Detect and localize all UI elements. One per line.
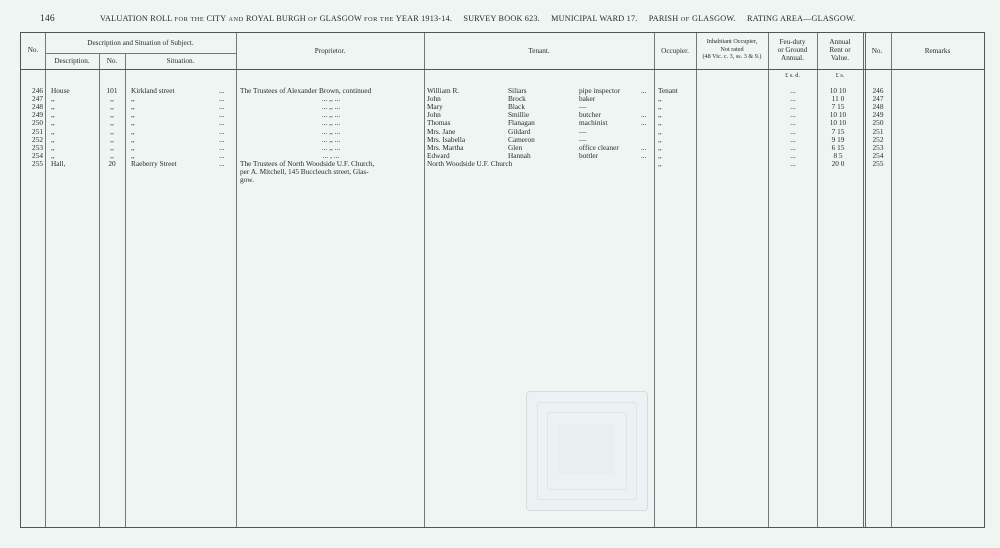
row-situation: ,, xyxy=(131,110,135,120)
header-feu-duty: Feu-duty or Ground Annual. xyxy=(777,38,808,62)
header-tenant: Tenant. xyxy=(528,47,550,55)
row-occupier: ,, xyxy=(658,94,662,104)
row-situation-dots: ... xyxy=(219,134,225,144)
row-situation: ,, xyxy=(131,134,135,144)
row-feu-duty: ... xyxy=(790,110,796,120)
row-house-no: ,, xyxy=(110,110,114,120)
row-tenant-first-name: North Woodside U.F. Church xyxy=(427,158,513,168)
header-description: Description. xyxy=(54,57,90,65)
header-rule xyxy=(45,53,236,54)
row-no-right: 254 xyxy=(872,150,884,160)
row-annual-rent: 8 5 xyxy=(833,150,843,160)
row-tenant-surname: Glen xyxy=(508,142,523,152)
row-proprietor: ... ,, ... xyxy=(321,142,341,152)
row-occupier: ,, xyxy=(658,158,662,168)
row-proprietor: ... ,, ... xyxy=(321,102,341,112)
row-house-no: ,, xyxy=(110,118,114,128)
column-rule xyxy=(696,33,697,527)
row-no: 255 xyxy=(32,158,43,168)
row-no: 249 xyxy=(32,110,43,120)
row-house-no: ,, xyxy=(110,150,114,160)
row-occupier: ,, xyxy=(658,142,662,152)
row-annual-rent: 10 10 xyxy=(829,118,847,128)
row-situation-dots: ... xyxy=(219,86,225,95)
row-no-right: 250 xyxy=(872,118,884,128)
row-tenant-first-name: Edward xyxy=(427,150,450,160)
row-occupier: ,, xyxy=(658,134,662,144)
column-rule xyxy=(45,33,46,527)
row-occupation: pipe inspector xyxy=(579,86,621,95)
annual-currency-units: £ s. xyxy=(835,72,845,79)
page-title: VALUATION ROLL FOR THE CITY AND ROYAL BURGH OF GLASGOW FOR THE YEAR 1913-14. SURVEY BOOK 623. MUNICIPAL WARD 17. PARISH OF GLASGOW. RATING AREA—GLASGOW. xyxy=(100,14,856,23)
row-no: 251 xyxy=(32,126,43,136)
header-situation: Situation. xyxy=(166,57,195,65)
row-description: ,, xyxy=(51,102,55,112)
row-occupier: ,, xyxy=(658,110,662,120)
row-occupation-dots: ... xyxy=(641,142,647,152)
valuation-table xyxy=(20,32,985,528)
row-feu-duty: ... xyxy=(790,158,796,168)
row-situation-dots: ... xyxy=(219,94,225,104)
row-situation: Raeberry Street xyxy=(131,158,177,168)
row-house-no: ,, xyxy=(110,142,114,152)
row-tenant-surname: Cameron xyxy=(508,134,535,144)
row-proprietor: ... ,, ... xyxy=(321,134,341,144)
row-annual-rent: 6 15 xyxy=(831,142,845,152)
row-feu-duty: ... xyxy=(790,118,796,128)
row-feu-duty: ... xyxy=(790,86,796,95)
row-no-right: 255 xyxy=(872,158,884,168)
header-no: No. xyxy=(27,46,39,54)
row-situation-dots: ... xyxy=(219,118,225,128)
row-feu-duty: ... xyxy=(790,126,796,136)
row-occupier: ,, xyxy=(658,102,662,112)
row-no-right: 253 xyxy=(872,142,884,152)
row-situation: ,, xyxy=(131,126,135,136)
row-annual-rent: 10 10 xyxy=(829,110,847,120)
row-occupier: ,, xyxy=(658,126,662,136)
header-annual-rent: Annual Rent or Value. xyxy=(829,38,851,62)
row-no: 248 xyxy=(32,102,43,112)
column-rule xyxy=(817,33,818,527)
row-proprietor: ... ,, ... xyxy=(321,110,341,120)
row-occupation: — xyxy=(579,102,587,112)
row-annual-rent: 7 15 xyxy=(831,126,845,136)
row-feu-duty: ... xyxy=(790,150,796,160)
row-tenant-surname: Hannah xyxy=(508,150,531,160)
header-bottom-rule xyxy=(21,69,984,70)
header-inhabitant-occupier: Inhabitant Occupier, Not rated (48 Vic. c. 3, ss. 3 & 9.) xyxy=(702,38,762,60)
row-proprietor: ... , ... xyxy=(322,150,340,160)
row-no: 246 xyxy=(32,86,43,95)
row-tenant-first-name: Thomas xyxy=(427,118,451,128)
row-feu-duty: ... xyxy=(790,142,796,152)
row-proprietor: ... ,, ... xyxy=(321,126,341,136)
row-situation-dots: ... xyxy=(219,142,225,152)
row-description: ,, xyxy=(51,150,55,160)
row-no-right: 252 xyxy=(872,134,884,144)
header-remarks: Remarks xyxy=(924,47,951,55)
row-house-no: ,, xyxy=(110,126,114,136)
row-annual-rent: 10 10 xyxy=(829,86,847,95)
row-occupation: — xyxy=(579,134,587,144)
row-no: 247 xyxy=(32,94,43,104)
row-proprietor: The Trustees of Alexander Brown, continued xyxy=(240,86,372,95)
row-annual-rent: 20 0 xyxy=(831,158,845,168)
row-proprietor-continued: per A. Mitchell, 145 Buccleuch street, Glas- xyxy=(240,167,369,176)
row-feu-duty: ... xyxy=(790,94,796,104)
row-occupation: — xyxy=(579,126,587,136)
row-no: 250 xyxy=(32,118,43,128)
row-description: ,, xyxy=(51,118,55,128)
row-tenant-first-name: Mrs. Jane xyxy=(427,126,456,136)
row-situation-dots: ... xyxy=(219,150,225,160)
row-annual-rent: 9 19 xyxy=(831,134,845,144)
row-house-no: ,, xyxy=(110,134,114,144)
header-proprietor: Proprietor. xyxy=(314,47,346,55)
row-occupation-dots: ... xyxy=(641,86,647,95)
row-occupation-dots: ... xyxy=(641,110,647,120)
row-no-right: 246 xyxy=(872,86,884,95)
row-tenant-surname: Black xyxy=(508,102,526,112)
row-situation: ,, xyxy=(131,102,135,112)
row-tenant-first-name: Mary xyxy=(427,102,443,112)
row-situation: ,, xyxy=(131,118,135,128)
column-rule xyxy=(654,33,655,527)
row-no: 254 xyxy=(32,150,43,160)
row-occupation: bottler xyxy=(579,150,599,160)
row-occupation: butcher xyxy=(579,110,601,120)
row-tenant-surname: Siliars xyxy=(508,86,527,95)
row-situation-dots: ... xyxy=(219,110,225,120)
row-tenant-surname: Brock xyxy=(508,94,526,104)
column-rule xyxy=(424,33,425,527)
row-tenant-surname: Smillie xyxy=(508,110,530,120)
row-tenant-surname: Gildard xyxy=(508,126,531,136)
row-tenant-first-name: Mrs. Martha xyxy=(427,142,464,152)
row-occupation: office cleaner xyxy=(579,142,619,152)
page-number: 146 xyxy=(40,14,55,24)
row-situation: ,, xyxy=(131,150,135,160)
row-situation-dots: ... xyxy=(219,126,225,136)
row-situation-dots: ... xyxy=(219,102,225,112)
row-occupation-dots: ... xyxy=(641,118,647,128)
header-no-right: No. xyxy=(871,47,883,55)
row-tenant-first-name: John xyxy=(427,110,441,120)
row-description: House xyxy=(51,86,70,95)
row-proprietor-continued: gow. xyxy=(240,175,254,185)
row-annual-rent: 11 0 xyxy=(831,94,845,104)
header-description-group: Description and Situation of Subject. xyxy=(87,39,194,47)
row-occupier: ,, xyxy=(658,150,662,160)
column-rule xyxy=(236,33,237,527)
row-occupier: Tenant xyxy=(658,86,678,95)
feu-currency-units: £ s. d. xyxy=(785,72,800,79)
row-no-right: 248 xyxy=(872,102,884,112)
row-proprietor: ... ,, ... xyxy=(321,94,341,104)
row-occupier: ,, xyxy=(658,118,662,128)
row-no-right: 249 xyxy=(872,110,884,120)
row-no-right: 247 xyxy=(872,94,884,104)
column-rule xyxy=(125,53,126,527)
embossed-stamp xyxy=(526,391,648,511)
row-situation: ,, xyxy=(131,94,135,104)
row-house-no: ,, xyxy=(110,94,114,104)
row-description: ,, xyxy=(51,142,55,152)
row-situation: Kirkland street xyxy=(131,86,175,95)
row-occupation-dots: ... xyxy=(641,150,647,160)
row-feu-duty: ... xyxy=(790,102,796,112)
row-no-right: 251 xyxy=(872,126,884,136)
column-rule xyxy=(863,33,866,527)
header-house-no: No. xyxy=(106,57,118,65)
row-annual-rent: 7 15 xyxy=(831,102,845,112)
row-description: ,, xyxy=(51,94,55,104)
row-description: Hall, xyxy=(51,158,66,168)
row-description: ,, xyxy=(51,110,55,120)
row-no: 252 xyxy=(32,134,43,144)
row-no: 253 xyxy=(32,142,43,152)
row-tenant-first-name: Mrs. Isabella xyxy=(427,134,466,144)
row-occupation: machinist xyxy=(579,118,608,128)
row-house-no: ,, xyxy=(110,102,114,112)
column-rule xyxy=(768,33,769,527)
stamp-center xyxy=(557,424,615,474)
row-situation: ,, xyxy=(131,142,135,152)
row-proprietor: The Trustees of North Woodside U.F. Church, xyxy=(240,158,375,168)
header-occupier: Occupier. xyxy=(661,47,689,55)
row-proprietor: ... ,, ... xyxy=(321,118,341,128)
row-situation-dots: ... xyxy=(219,158,225,168)
row-description: ,, xyxy=(51,134,55,144)
page-header xyxy=(0,14,1000,28)
row-occupation: baker xyxy=(579,94,596,104)
row-feu-duty: ... xyxy=(790,134,796,144)
row-tenant-first-name: William R. xyxy=(427,86,460,95)
row-tenant-first-name: John xyxy=(427,94,441,104)
row-tenant-surname: Flanagan xyxy=(508,118,535,128)
column-rule xyxy=(891,33,892,527)
row-house-no: 101 xyxy=(106,86,118,95)
row-house-no: 20 xyxy=(108,158,116,168)
row-description: ,, xyxy=(51,126,55,136)
